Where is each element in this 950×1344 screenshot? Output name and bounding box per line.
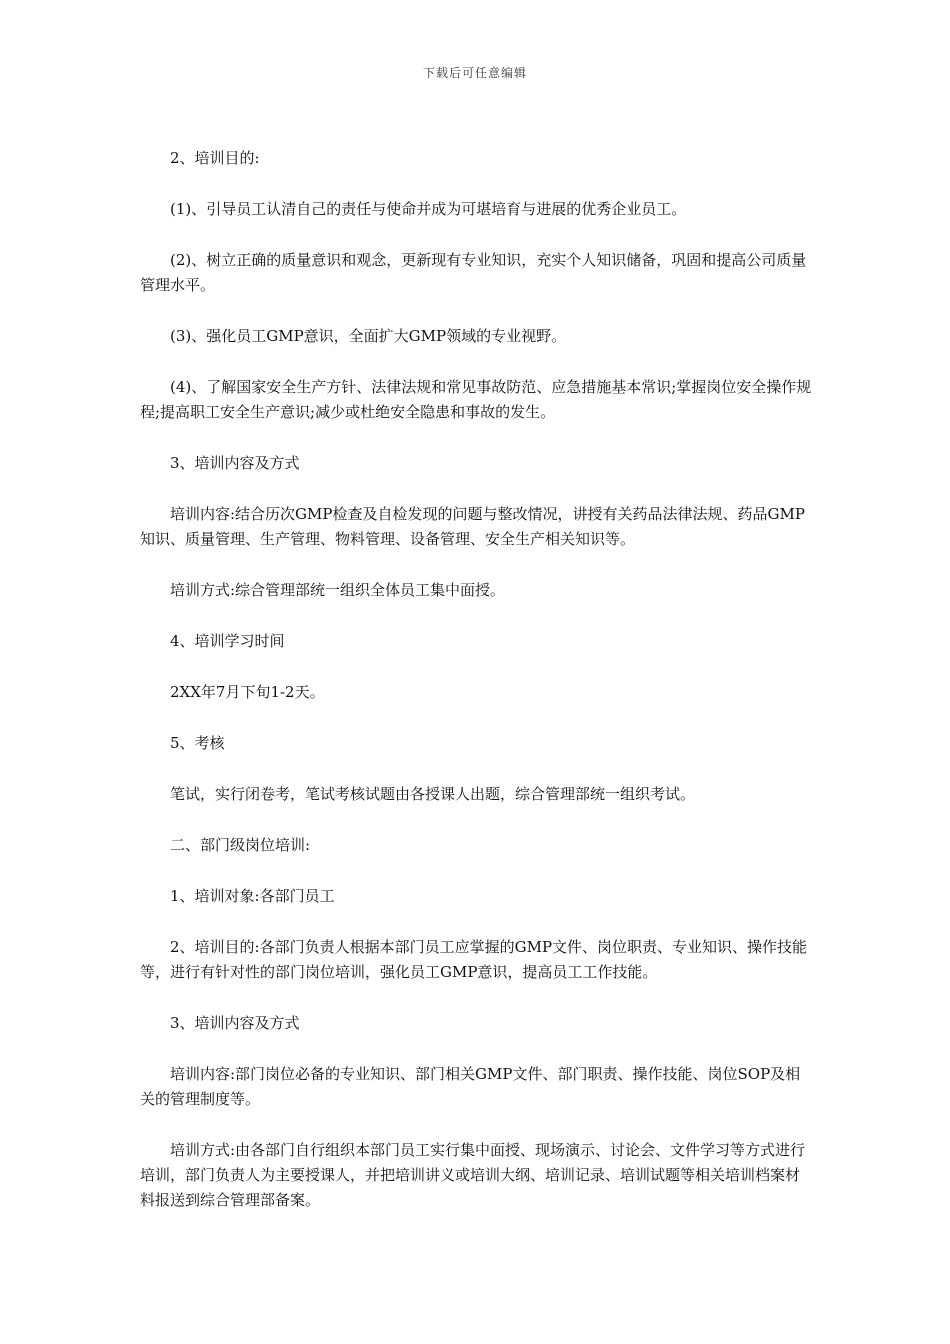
paragraph-assessment-heading: 5、考核: [170, 734, 225, 752]
page-header: 下载后可任意编辑: [422, 66, 527, 80]
paragraph-training-method: 培训方式:综合管理部统一组织全体员工集中面授。: [170, 581, 506, 599]
paragraph-department-content-method-heading: 3、培训内容及方式: [170, 1014, 300, 1032]
paragraph-purpose-2: (2)、树立正确的质量意识和观念，更新现有专业知识，充实个人知识储备，巩固和提高公司质量管理水平。: [140, 251, 807, 294]
paragraph-purpose-1: (1)、引导员工认清自己的责任与使命并成为可堪培育与进展的优秀企业员工。: [170, 200, 687, 218]
paragraph-department-content: 培训内容:部门岗位必备的专业知识、部门相关GMP文件、部门职责、操作技能、岗位SOP及相关的管理制度等。: [140, 1065, 801, 1108]
paragraph-training-purpose-heading: 2、培训目的:: [170, 149, 260, 167]
paragraph-purpose-3: (3)、强化员工GMP意识，全面扩大GMP领域的专业视野。: [170, 327, 567, 345]
paragraph-purpose-4: (4)、了解国家安全生产方针、法律法规和常见事故防范、应急措施基本常识;掌握岗位安全操作规程;提高职工安全生产意识;减少或杜绝安全隐患和事故的发生。: [140, 378, 812, 421]
paragraph-training-time: 2XX年7月下旬1-2天。: [170, 683, 325, 701]
paragraph-department-method: 培训方式:由各部门自行组织本部门员工实行集中面授、现场演示、讨论会、文件学习等方式进行培训，部门负责人为主要授课人，并把培训讲义或培训大纲、培训记录、培训试题等相关培训档案材料报送到综合管理部备案。: [140, 1141, 806, 1209]
paragraph-training-content: 培训内容:结合历次GMP检查及自检发现的问题与整改情况，讲授有关药品法律法规、药品GMP知识、质量管理、生产管理、物料管理、设备管理、安全生产相关知识等。: [140, 505, 805, 548]
paragraph-department-target: 1、培训对象:各部门员工: [170, 887, 335, 905]
paragraph-training-time-heading: 4、培训学习时间: [170, 632, 285, 650]
document-body: [140, 146, 812, 1239]
paragraph-department-training-heading: 二、部门级岗位培训:: [170, 836, 311, 854]
paragraph-assessment: 笔试，实行闭卷考，笔试考核试题由各授课人出题，综合管理部统一组织考试。: [170, 785, 696, 803]
paragraph-content-method-heading: 3、培训内容及方式: [170, 454, 300, 472]
paragraph-department-purpose: 2、培训目的:各部门负责人根据本部门员工应掌握的GMP文件、岗位职责、专业知识、操作技能等，进行有针对性的部门岗位培训，强化员工GMP意识，提高员工工作技能。: [140, 938, 808, 981]
